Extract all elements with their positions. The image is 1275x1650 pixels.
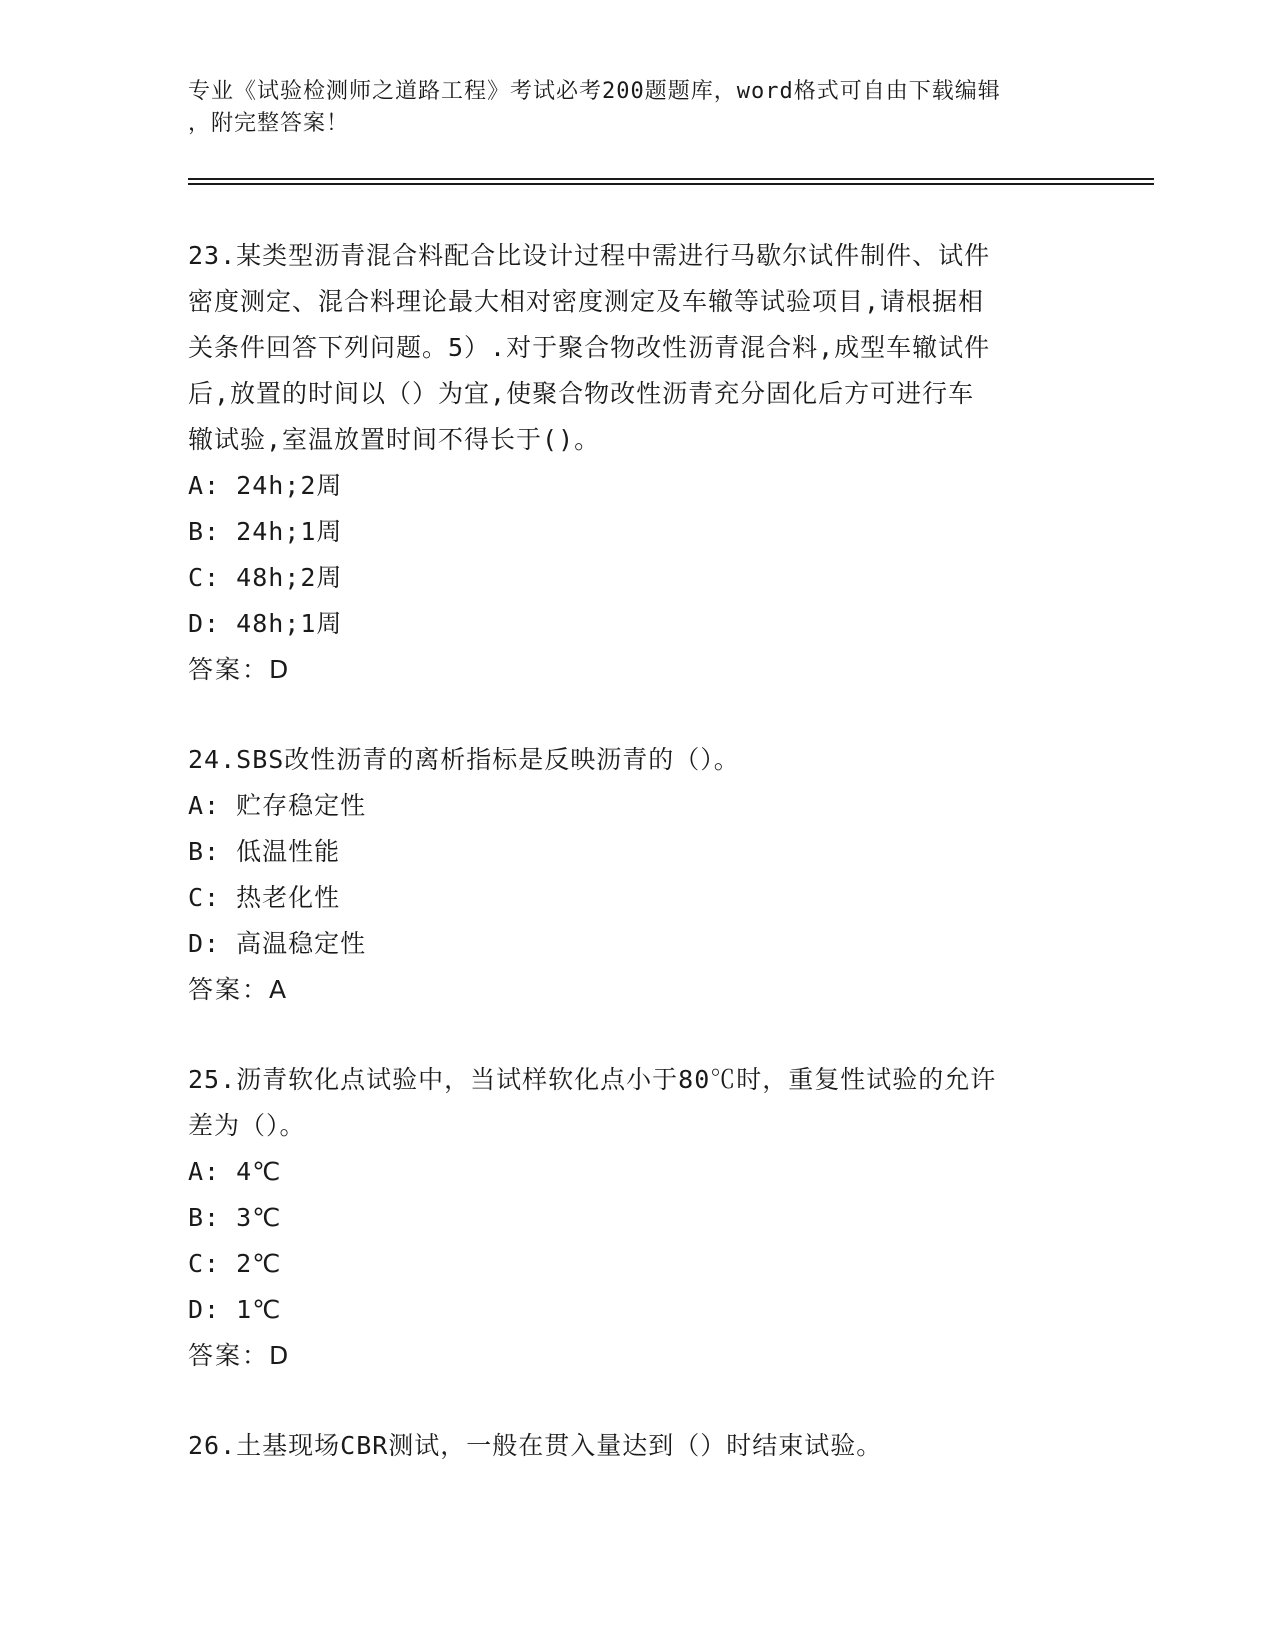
option-a: A: 24h;2周	[188, 471, 343, 500]
option-a: A: 4℃	[188, 1157, 282, 1186]
option-d: D: 48h;1周	[188, 609, 343, 638]
question-25	[188, 1057, 1088, 1379]
question-stem: 24.SBS改性沥青的离析指标是反映沥青的（）。	[188, 745, 740, 774]
header-divider-top	[188, 178, 1154, 180]
option-b: B: 24h;1周	[188, 517, 343, 546]
option-b: B: 低温性能	[188, 837, 341, 866]
option-d: D: 高温稳定性	[188, 929, 367, 958]
question-24	[188, 737, 1088, 1013]
question-stem: 25.沥青软化点试验中，当试样软化点小于80℃时，重复性试验的允许 差为（）。	[188, 1065, 997, 1140]
document-header: 专业《试验检测师之道路工程》考试必考200题题库，word格式可自由下载编辑 ，附完整答案！	[188, 79, 1001, 136]
option-d: D: 1℃	[188, 1295, 282, 1324]
answer: 答案：D	[188, 1341, 291, 1370]
question-stem: 23.某类型沥青混合料配合比设计过程中需进行马歇尔试件制件、试件 密度测定、混合料理论最大相对密度测定及车辙等试验项目,请根据相 关条件回答下列问题。5）.对于聚合物改性沥青混合料,成型车辙试件 后,放置的时间以（）为宜,使聚合物改性沥青充分固化后方可进行车 辙试验,室温放置时间不得长于()。	[188, 241, 991, 454]
option-a: A: 贮存稳定性	[188, 791, 367, 820]
question-stem: 26.土基现场CBR测试，一般在贯入量达到（）时结束试验。	[188, 1431, 883, 1460]
header-divider-bottom	[188, 183, 1154, 185]
option-c: C: 热老化性	[188, 883, 341, 912]
question-23	[188, 233, 1088, 693]
option-b: B: 3℃	[188, 1203, 282, 1232]
answer: 答案：D	[188, 655, 291, 684]
question-26	[188, 1423, 1088, 1469]
question-list	[188, 233, 1088, 1513]
option-c: C: 48h;2周	[188, 563, 343, 592]
option-c: C: 2℃	[188, 1249, 282, 1278]
answer: 答案：A	[188, 975, 289, 1004]
